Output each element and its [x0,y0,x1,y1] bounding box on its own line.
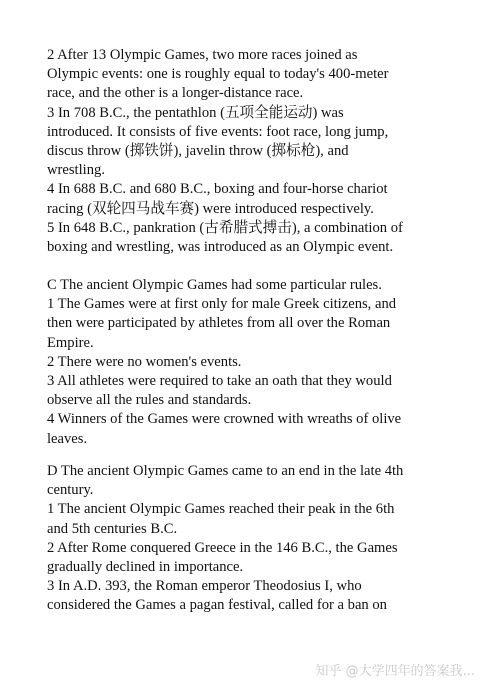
text-line: 2 There were no women's events. [47,353,242,370]
section-b-continued [47,46,467,257]
text-line: introduced. It consists of five events: foot race, long jump, [47,123,389,140]
text-line: discus throw (掷铁饼), javelin throw (掷标枪), and [47,143,349,160]
text-line: 2 After 13 Olympic Games, two more races joined as [47,47,358,63]
text-line: century. [47,482,94,499]
text-line: wrestling. [47,162,105,179]
text-line: boxing and wrestling, was introduced as an Olympic event. [47,239,394,256]
text-line: leaves. [47,430,88,447]
text-line: 4 Winners of the Games were crowned with wreaths of olive [47,411,402,428]
zhihu-watermark: 知乎 @大学四年的答案我... [315,663,475,679]
section-c [47,276,467,449]
text-line: 1 The ancient Olympic Games reached their peak in the 6th [47,501,395,518]
text-line: racing (双轮四马战车赛) were introduced respectively. [47,200,374,217]
section-d [47,462,467,616]
text-line: race, and the other is a longer-distance race. [47,85,304,102]
text-line: gradually declined in importance. [47,559,244,576]
text-line: 5 In 648 B.C., pankration (古希腊式搏击), a combination of [47,219,403,236]
text-line: 4 In 688 B.C. and 680 B.C., boxing and four-horse chariot [47,181,388,198]
text-line: Olympic events: one is roughly equal to today's 400-meter [47,66,389,83]
text-line: considered the Games a pagan festival, called for a ban on [47,597,387,614]
text-line: 3 In 708 B.C., the pentathlon (五项全能运动) was [47,104,344,121]
text-line: and 5th centuries B.C. [47,520,178,537]
text-line: 3 All athletes were required to take an oath that they would [47,373,392,390]
text-line: 2 After Rome conquered Greece in the 146 B.C., the Games [47,539,398,556]
section-heading: C The ancient Olympic Games had some particular rules. [47,277,382,293]
text-line: observe all the rules and standards. [47,392,252,409]
text-line: 1 The Games were at first only for male Greek citizens, and [47,296,397,313]
text-line: 3 In A.D. 393, the Roman emperor Theodosius I, who [47,578,362,595]
text-line: then were participated by athletes from all over the Roman [47,315,391,332]
text-line: Empire. [47,334,94,351]
section-heading: D The ancient Olympic Games came to an end in the late 4th [47,463,404,479]
